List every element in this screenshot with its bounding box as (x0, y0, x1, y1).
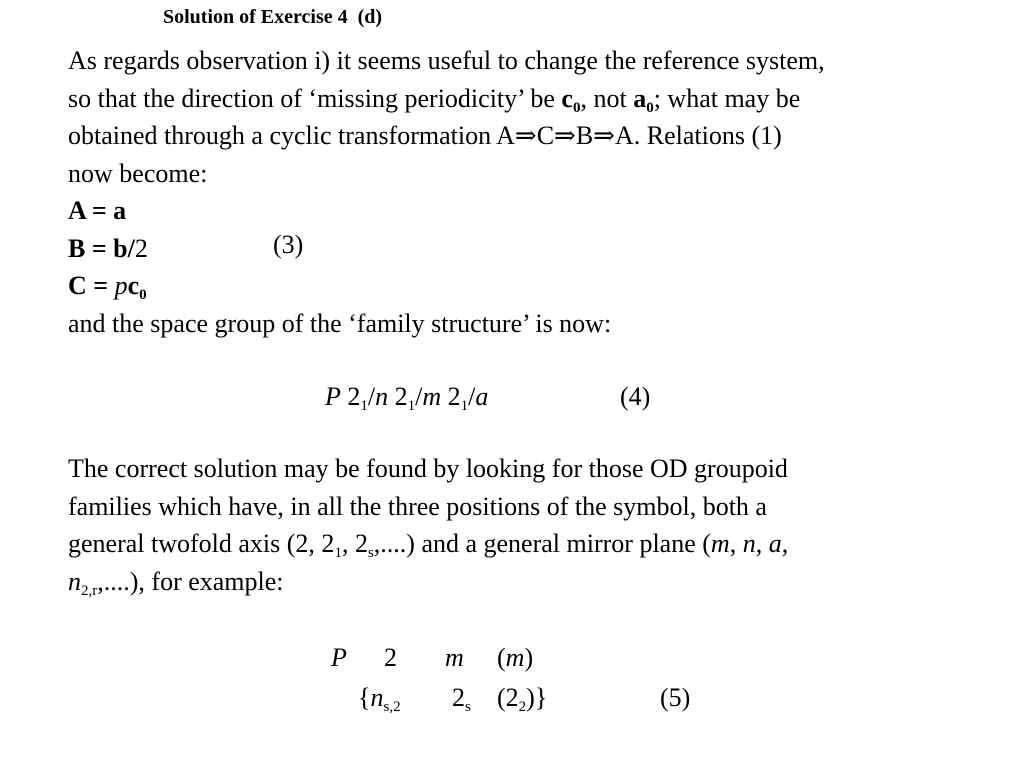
text-line (68, 80, 1008, 118)
text-line (68, 488, 1008, 526)
text-span: and the space group of the ‘family structure’ is now: (68, 308, 612, 338)
symbol-2: 2 (384, 643, 397, 672)
text-line (68, 42, 1008, 80)
paragraph-intro (68, 42, 1008, 342)
text-span: ; what may be (653, 83, 801, 113)
relation-C: $C = pc_0$ (68, 271, 147, 303)
vector-a0: $a_0$ (633, 83, 654, 116)
text-span: As regards observation i) it seems useful to change the reference system, (68, 46, 825, 75)
symbol-paren-m: (m) (497, 643, 534, 672)
text-line: $n_{2,r}$,....), for example: (68, 566, 284, 599)
equation-number-5: (5) (660, 683, 691, 712)
symbol-n-s2: {$n_{s,2}$ (358, 683, 401, 715)
relation-A: A = a (68, 196, 127, 225)
text-line (68, 155, 1008, 193)
text-span: so that the direction of ‘missing periodicity’ be (68, 83, 562, 113)
relation-B: B = b/2 (68, 233, 148, 263)
symbol-m: m (445, 643, 464, 672)
text-span: The correct solution may be found by looking for those OD groupoid (68, 454, 788, 483)
symbol-2s: $2_s$ (452, 683, 471, 715)
symbol-paren-2-2: $(2_2)$} (497, 683, 548, 715)
paragraph-solution (68, 450, 1008, 600)
equation-number-4: (4) (620, 382, 651, 411)
space-group-symbol: P $2_1/n$ $2_1/m$ $2_1/a$ (325, 382, 489, 414)
text-line (68, 305, 1008, 343)
symbol-P: P (331, 643, 347, 672)
text-line (68, 450, 1008, 488)
text-span: , not (580, 83, 634, 113)
text-span: families which have, in all the three positions of the symbol, both a (68, 491, 767, 521)
equation-number-3: (3) (273, 230, 304, 259)
text-line (68, 117, 1008, 155)
vector-c0: $c_0$ (561, 83, 581, 116)
text-span: now become: (68, 158, 208, 188)
text-span: obtained through a cyclic transformation A⇒C⇒B⇒A. Relations (1) (68, 121, 782, 150)
text-line: general twofold axis (2, $2_1$, $2_s$,....) and a general mirror plane (m, n, a, (68, 529, 789, 561)
slide-title: Solution of Exercise 4 (d) (163, 6, 383, 28)
